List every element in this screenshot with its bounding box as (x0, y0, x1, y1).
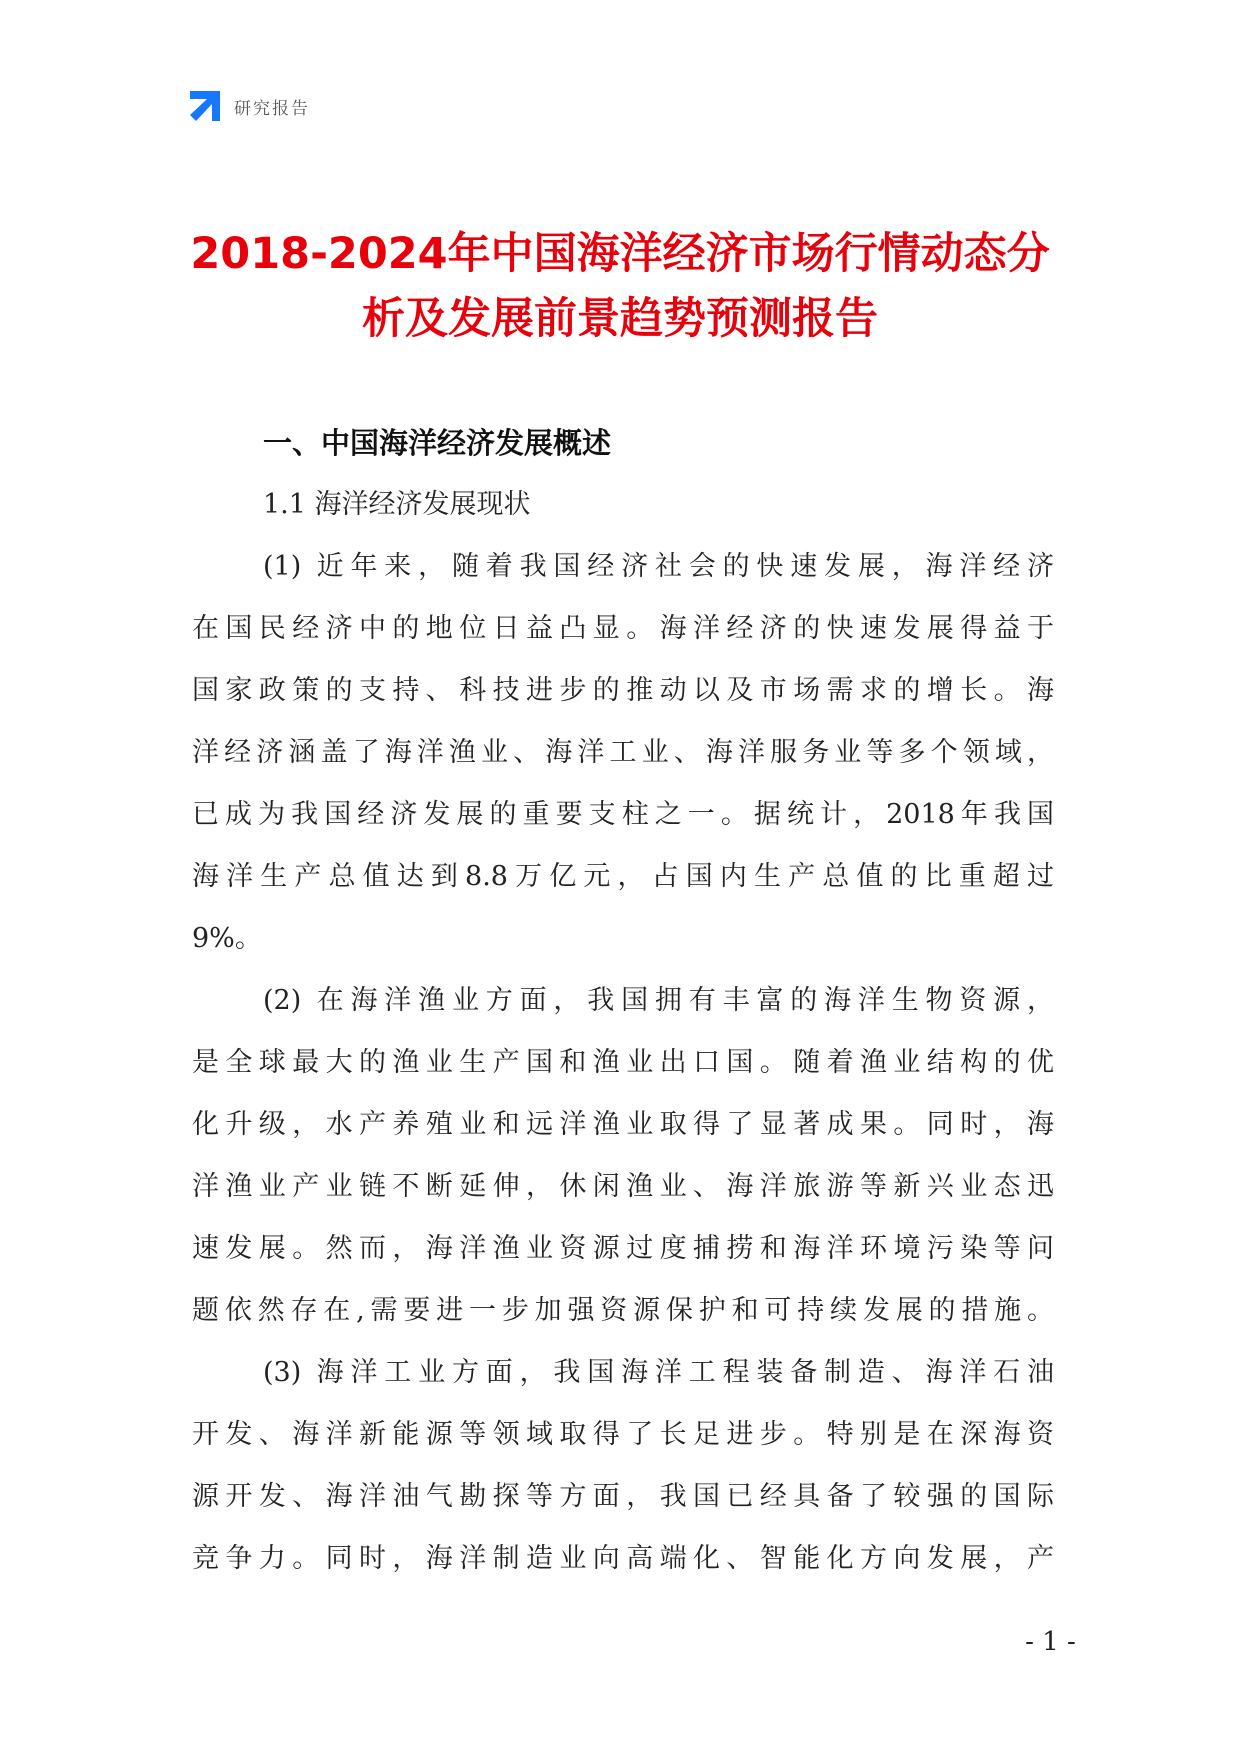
paragraph-line: (3) 海洋工业方面，我国海洋工程装备制造、海洋石油 (263, 1357, 1054, 1388)
paragraph-line: (1) 近年来，随着我国经济社会的快速发展，海洋经济 (263, 551, 1054, 582)
paragraph-line: (2) 在海洋渔业方面，我国拥有丰富的海洋生物资源， (263, 985, 1054, 1016)
paragraph-line: 源开发、海洋油气勘探等方面，我国已经具备了较强的国际 (192, 1481, 1054, 1512)
paragraph-line: 速发展。然而，海洋渔业资源过度捕捞和海洋环境污染等问 (192, 1233, 1054, 1264)
paragraph-1 (192, 536, 1054, 970)
paragraph-line: 开发、海洋新能源等领域取得了长足进步。特别是在深海资 (192, 1419, 1054, 1450)
title-line-1: 2018-2024年中国海洋经济市场行情动态分 (190, 229, 1050, 279)
header-label: 研究报告 (234, 98, 310, 119)
arrow-logo-icon (190, 91, 220, 121)
paragraph-line: 在国民经济中的地位日益凸显。海洋经济的快速发展得益于 (192, 613, 1054, 644)
document-body (192, 412, 1054, 1590)
section-heading: 一、中国海洋经济发展概述 (263, 426, 612, 460)
paragraph-line: 9%。 (192, 923, 262, 954)
paragraph-line: 洋渔业产业链不断延伸，休闲渔业、海洋旅游等新兴业态迅 (192, 1171, 1054, 1202)
paragraph-line: 国家政策的支持、科技进步的推动以及市场需求的增长。海 (192, 675, 1054, 706)
paragraph-2 (192, 970, 1054, 1342)
page-number-text: - 1 - (1025, 1627, 1076, 1657)
title-line-2: 析及发展前景趋势预测报告 (362, 294, 878, 344)
paragraph-3 (192, 1342, 1054, 1590)
page-title (150, 222, 1090, 352)
paragraph-line: 是全球最大的渔业生产国和渔业出口国。随着渔业结构的优 (192, 1047, 1054, 1078)
paragraph-line: 海洋生产总值达到8.8万亿元，占国内生产总值的比重超过 (192, 861, 1054, 892)
paragraph-line: 化升级，水产养殖业和远洋渔业取得了显著成果。同时，海 (192, 1109, 1054, 1140)
paragraph-line: 已成为我国经济发展的重要支柱之一。据统计，2018年我国 (192, 799, 1054, 830)
paragraph-line: 竞争力。同时，海洋制造业向高端化、智能化方向发展，产 (192, 1543, 1054, 1574)
paragraph-line: 洋经济涵盖了海洋渔业、海洋工业、海洋服务业等多个领域， (192, 737, 1054, 768)
paragraph-line: 题依然存在,需要进一步加强资源保护和可持续发展的措施。 (192, 1295, 1054, 1326)
page-number (0, 1627, 1241, 1657)
subsection-heading: 1.1 海洋经济发展现状 (263, 489, 531, 520)
report-header (190, 90, 310, 122)
